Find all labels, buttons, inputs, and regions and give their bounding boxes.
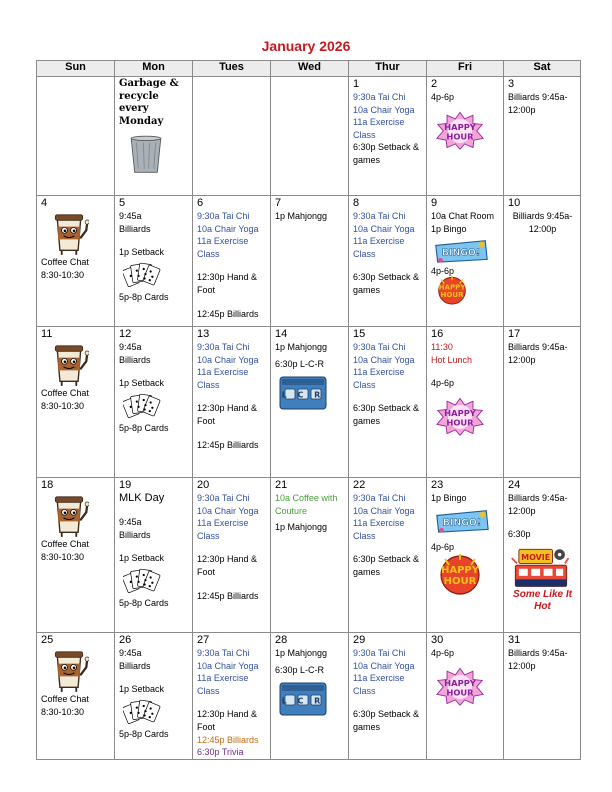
week-row <box>37 633 581 760</box>
day-cell-4 <box>37 196 115 327</box>
event-coffee-with-couture: 10a Coffee with Couture <box>275 493 338 516</box>
coffee-cup-icon <box>49 341 89 387</box>
event-billiards: 12:45p Billiards <box>197 734 259 745</box>
playing-cards-icon <box>123 698 161 726</box>
event-billiards: Billiards 9:45a-12:00p <box>508 648 568 671</box>
event-exercise-class: 11a Exercise Class <box>353 236 405 259</box>
event-exercise-class: 11a Exercise Class <box>353 673 405 696</box>
day-number: 13 <box>197 328 210 340</box>
day-cell-9 <box>427 196 504 327</box>
garbage-note: Garbage & recycle every Monday <box>119 78 179 127</box>
day-number: 18 <box>41 479 54 491</box>
event-setback-games: 6:30p Setback & games <box>353 403 420 426</box>
event-setback: 1p Setback <box>119 684 165 695</box>
day-cell-26 <box>115 633 193 760</box>
movie-icon <box>510 545 572 589</box>
weekday-mon: Mon <box>115 61 193 77</box>
event-billiards: Billiards 9:45a-12:00p <box>508 493 568 516</box>
event-billiards: Billiards 9:45a-12:00p <box>508 342 568 365</box>
trash-can-icon <box>126 131 166 177</box>
svg-text:HAPPY: HAPPY <box>444 121 476 132</box>
happy-hour-icon <box>435 110 485 150</box>
event-hand-and-foot: 12:30p Hand & Foot <box>197 709 258 732</box>
day-cell-6 <box>193 196 271 327</box>
event-exercise-class: 11a Exercise Class <box>197 518 249 541</box>
day-cell-12 <box>115 327 193 478</box>
day-number: 11 <box>41 328 53 340</box>
event-setback-games: 6:30p Setback & games <box>353 709 420 732</box>
coffee-cup-icon <box>49 492 89 538</box>
event-tai-chi: 9:30a Tai Chi <box>197 211 250 221</box>
event-exercise-class: 11a Exercise Class <box>197 367 249 390</box>
event-hand-and-foot: 12:30p Hand & Foot <box>197 403 258 426</box>
event-tai-chi: 9:30a Tai Chi <box>353 648 406 658</box>
event-billiards: 12:45p Billiards <box>197 439 259 450</box>
event-tai-chi: 9:30a Tai Chi <box>197 342 250 352</box>
svg-text:HAPPY: HAPPY <box>438 282 466 292</box>
day-number: 21 <box>275 479 288 491</box>
event-bingo: 1p Bingo <box>431 493 467 503</box>
event-happy-hour-time: 4p-6p <box>431 648 455 658</box>
day-number: 31 <box>508 634 521 646</box>
day-number: 14 <box>275 328 288 340</box>
day-cell-30 <box>427 633 504 760</box>
happy-hour-icon <box>433 275 471 305</box>
day-number: 4 <box>41 197 48 209</box>
playing-cards-icon <box>123 567 161 595</box>
event-chair-yoga: 10a Chair Yoga <box>197 660 259 671</box>
lcr-game-icon <box>279 682 327 716</box>
event-mlk-day: MLK Day <box>119 492 165 504</box>
event-setback-games: 6:30p Setback & games <box>353 272 420 295</box>
event-chair-yoga: 10a Chair Yoga <box>353 104 415 115</box>
day-number: 22 <box>353 479 366 491</box>
event-happy-hour-time: 4p-6p <box>431 266 455 277</box>
day-cell-garbage-note <box>115 77 193 196</box>
day-cell-empty <box>193 77 271 196</box>
event-exercise-class: 11a Exercise Class <box>353 518 405 541</box>
svg-text:HAPPY: HAPPY <box>444 677 476 688</box>
event-hot-lunch: Hot Lunch <box>431 354 473 365</box>
event-billiards: 9:45a Billiards <box>119 517 151 540</box>
day-cell-1 <box>349 77 427 196</box>
day-cell-17 <box>504 327 581 478</box>
day-cell-5 <box>115 196 193 327</box>
weekday-fri: Fri <box>427 61 504 77</box>
event-lcr: 6:30p L-C-R <box>275 358 325 369</box>
day-number: 28 <box>275 634 288 646</box>
event-happy-hour-time: 4p-6p <box>431 541 455 552</box>
day-cell-18 <box>37 478 115 633</box>
event-chair-yoga: 10a Chair Yoga <box>353 354 415 365</box>
svg-text:L C R: L C R <box>281 390 325 400</box>
playing-cards-icon <box>123 261 161 289</box>
event-trivia: 6:30p Trivia <box>197 747 244 758</box>
weekday-thur: Thur <box>349 61 427 77</box>
event-chair-yoga: 10a Chair Yoga <box>353 223 415 234</box>
day-number: 16 <box>431 328 444 340</box>
day-cell-7 <box>271 196 349 327</box>
event-cards: 5p-8p Cards <box>119 291 169 302</box>
day-cell-28 <box>271 633 349 760</box>
day-number: 24 <box>508 479 521 491</box>
day-cell-14 <box>271 327 349 478</box>
svg-text:HOUR: HOUR <box>446 417 474 428</box>
event-hand-and-foot: 12:30p Hand & Foot <box>197 272 258 295</box>
day-cell-23 <box>427 478 504 633</box>
event-exercise-class: 11a Exercise Class <box>197 673 249 696</box>
day-number: 17 <box>508 328 521 340</box>
day-cell-empty <box>271 77 349 196</box>
coffee-cup-icon <box>49 210 89 256</box>
day-number: 8 <box>353 197 360 209</box>
event-chair-yoga: 10a Chair Yoga <box>197 354 259 365</box>
event-coffee-chat: Coffee Chat 8:30-10:30 <box>41 694 89 717</box>
event-billiards: 9:45a Billiards <box>119 342 151 365</box>
day-number: 9 <box>431 197 438 209</box>
day-cell-16 <box>427 327 504 478</box>
event-setback: 1p Setback <box>119 378 165 389</box>
event-tai-chi: 9:30a Tai Chi <box>353 211 406 221</box>
week-row <box>37 327 581 478</box>
day-cell-21 <box>271 478 349 633</box>
day-number: 15 <box>353 328 366 340</box>
day-number: 25 <box>41 634 54 646</box>
event-coffee-chat: Coffee Chat 8:30-10:30 <box>41 388 89 411</box>
day-number: 27 <box>197 634 210 646</box>
day-cell-24 <box>504 478 581 633</box>
svg-text:HOUR: HOUR <box>443 576 477 588</box>
day-number: 20 <box>197 479 210 491</box>
day-number: 29 <box>353 634 366 646</box>
event-lcr: 6:30p L-C-R <box>275 664 325 675</box>
lcr-game-icon <box>279 376 327 410</box>
day-number: 2 <box>431 78 438 90</box>
event-chair-yoga: 10a Chair Yoga <box>353 660 415 671</box>
event-billiards: 12:45p Billiards <box>197 590 259 601</box>
event-billiards: Billiards 9:45a-12:00p <box>512 211 573 234</box>
svg-text:MOVIE: MOVIE <box>521 552 551 562</box>
weekday-header-row <box>37 61 581 77</box>
day-number: 5 <box>119 197 126 209</box>
event-exercise-class: 11a Exercise Class <box>353 367 405 390</box>
day-cell-15 <box>349 327 427 478</box>
event-coffee-chat: Coffee Chat 8:30-10:30 <box>41 257 89 280</box>
event-mahjongg: 1p Mahjongg <box>275 342 328 352</box>
event-setback: 1p Setback <box>119 247 165 258</box>
day-number: 12 <box>119 328 132 340</box>
event-cards: 5p-8p Cards <box>119 422 169 433</box>
event-exercise-class: 11a Exercise Class <box>353 117 405 140</box>
event-setback-games: 6:30p Setback & games <box>353 142 420 165</box>
event-bingo: 1p Bingo <box>431 223 467 234</box>
event-hand-and-foot: 12:30p Hand & Foot <box>197 554 258 577</box>
coffee-cup-icon <box>49 647 89 693</box>
day-number: 19 <box>119 479 132 491</box>
event-hot-lunch-time: 11:30 <box>431 342 453 352</box>
svg-text:HOUR: HOUR <box>446 686 474 697</box>
day-number: 6 <box>197 197 204 209</box>
week-row <box>37 478 581 633</box>
svg-text:HOUR: HOUR <box>446 130 474 141</box>
svg-text:L C R: L C R <box>281 696 325 706</box>
day-cell-27 <box>193 633 271 760</box>
svg-text:HAPPY: HAPPY <box>440 565 480 577</box>
weekday-wed: Wed <box>271 61 349 77</box>
day-cell-2 <box>427 77 504 196</box>
event-billiards: Billiards 9:45a-12:00p <box>508 92 568 115</box>
day-cell-19 <box>115 478 193 633</box>
day-cell-13 <box>193 327 271 478</box>
day-cell-29 <box>349 633 427 760</box>
happy-hour-icon <box>433 553 487 595</box>
happy-hour-icon <box>435 396 485 436</box>
weekday-sun: Sun <box>37 61 115 77</box>
page-title: January 2026 <box>261 38 351 54</box>
day-cell-20 <box>193 478 271 633</box>
event-coffee-chat: Coffee Chat 8:30-10:30 <box>41 539 89 562</box>
event-movie-time: 6:30p <box>508 529 531 540</box>
event-mahjongg: 1p Mahjongg <box>275 648 328 658</box>
day-number: 7 <box>275 197 282 209</box>
event-mahjongg: 1p Mahjongg <box>275 211 328 221</box>
week-row <box>37 196 581 327</box>
event-tai-chi: 9:30a Tai Chi <box>353 342 406 352</box>
day-cell-31 <box>504 633 581 760</box>
event-happy-hour-time: 4p-6p <box>431 378 455 389</box>
day-number: 30 <box>431 634 444 646</box>
event-cards: 5p-8p Cards <box>119 728 169 739</box>
day-number: 23 <box>431 479 444 491</box>
svg-text:BINGO!: BINGO! <box>442 517 482 529</box>
day-number: 10 <box>508 197 521 209</box>
event-chair-yoga: 10a Chair Yoga <box>197 223 259 234</box>
event-cards: 5p-8p Cards <box>119 597 169 608</box>
event-tai-chi: 9:30a Tai Chi <box>197 493 250 503</box>
event-chair-yoga: 10a Chair Yoga <box>197 505 259 516</box>
event-setback: 1p Setback <box>119 553 165 564</box>
bingo-icon <box>431 237 491 265</box>
event-mahjongg: 1p Mahjongg <box>275 522 328 533</box>
event-tai-chi: 9:30a Tai Chi <box>197 648 250 658</box>
day-number: 26 <box>119 634 132 646</box>
event-billiards: 12:45p Billiards <box>197 308 259 319</box>
weekday-sat: Sat <box>504 61 581 77</box>
day-number: 3 <box>508 78 515 90</box>
day-cell-10 <box>504 196 581 327</box>
day-cell-8 <box>349 196 427 327</box>
weekday-tues: Tues <box>193 61 271 77</box>
svg-text:HOUR: HOUR <box>440 289 464 299</box>
day-cell-3 <box>504 77 581 196</box>
event-chat-room: 10a Chat Room <box>431 211 495 221</box>
day-cell-22 <box>349 478 427 633</box>
event-exercise-class: 11a Exercise Class <box>197 236 249 259</box>
day-cell-empty <box>37 77 115 196</box>
movie-title: Some Like It Hot <box>513 588 572 612</box>
event-tai-chi: 9:30a Tai Chi <box>353 92 406 102</box>
bingo-icon <box>431 507 493 535</box>
event-chair-yoga: 10a Chair Yoga <box>353 505 415 516</box>
event-happy-hour-time: 4p-6p <box>431 92 455 102</box>
week-row <box>37 77 581 196</box>
svg-text:HAPPY: HAPPY <box>444 407 476 418</box>
day-cell-11 <box>37 327 115 478</box>
day-number: 1 <box>353 78 360 90</box>
event-setback-games: 6:30p Setback & games <box>353 554 420 577</box>
playing-cards-icon <box>123 392 161 420</box>
day-cell-25 <box>37 633 115 760</box>
event-billiards: 9:45a Billiards <box>119 211 151 234</box>
event-tai-chi: 9:30a Tai Chi <box>353 493 406 503</box>
event-billiards: 9:45a Billiards <box>119 648 151 671</box>
svg-text:BINGO!: BINGO! <box>441 247 481 259</box>
calendar-grid <box>36 60 581 760</box>
happy-hour-icon <box>435 666 485 706</box>
